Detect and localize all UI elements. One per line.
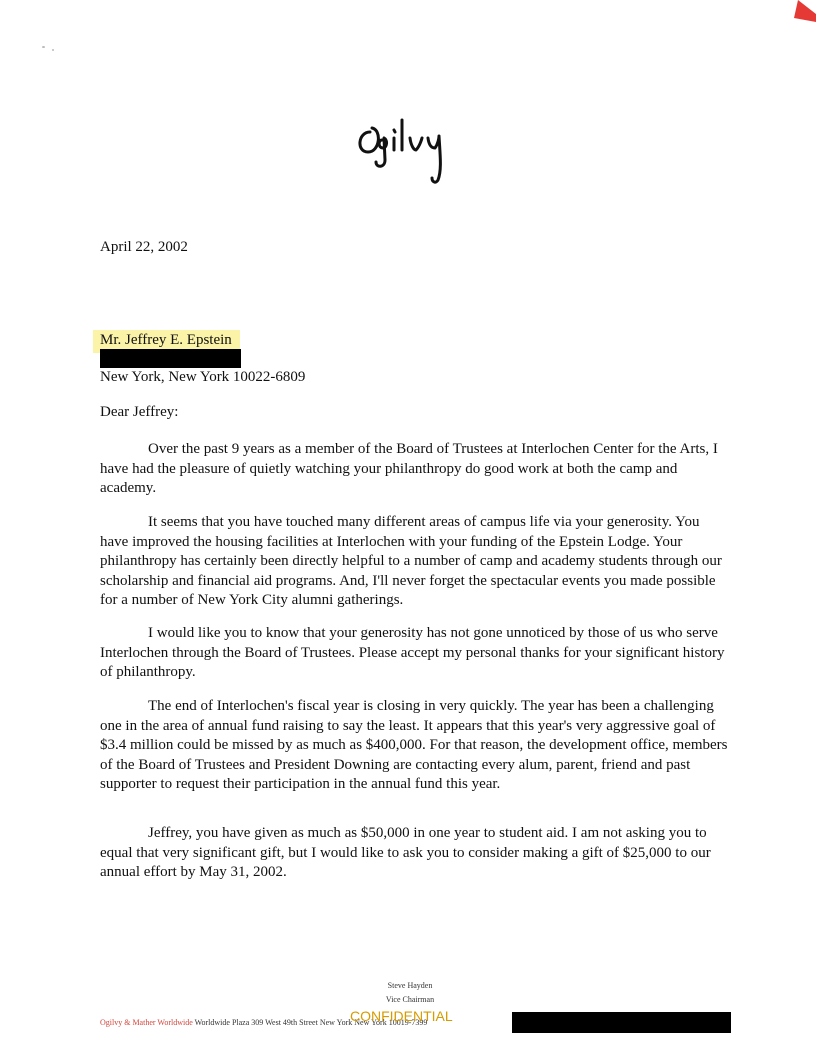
recipient-name: Mr. Jeffrey E. Epstein bbox=[93, 330, 240, 353]
body-paragraph: Over the past 9 years as a member of the Board of Trustees at Interlochen Center for the Arts, I have had the pleasure of quietly watching your philanthropy do good work at both the camp and academy. bbox=[100, 441, 718, 496]
redaction-bar bbox=[100, 349, 241, 368]
signer-title: Vice Chairman bbox=[385, 995, 435, 1004]
body-paragraph: The end of Interlochen's fiscal year is closing in very quickly. The year has been a challenging one in the area of annual fund raising to say the least. It appears that this year's very aggressive goal of $3.4 million could be missed by as much as $400,000. For that reason, the development office, members of the Board of Trustees and President Downing are contacting every alum, parent, friend and past supporter to request their participation in the annual fund this year. bbox=[100, 698, 728, 792]
letter-date: April 22, 2002 bbox=[100, 239, 188, 255]
ogilvy-logo bbox=[352, 108, 472, 192]
scan-speck bbox=[42, 46, 45, 48]
confidential-stamp: CONFIDENTIAL bbox=[350, 1008, 453, 1024]
footer-address: Worldwide Plaza 309 West 49th Street New York New York 10019-7399 bbox=[194, 1018, 428, 1027]
corner-flag-mark bbox=[790, 0, 816, 22]
body-paragraph: Jeffrey, you have given as much as $50,000 in one year to student aid. I am not asking you to equal that very significant gift, but I would like to ask you to consider making a gift of $25,000 to our annual effort by May 31, 2002. bbox=[100, 825, 711, 880]
scan-speck bbox=[52, 49, 54, 51]
salutation: Dear Jeffrey: bbox=[100, 404, 179, 420]
redaction-bar bbox=[512, 1012, 731, 1033]
signer-name: Steve Hayden bbox=[387, 981, 433, 990]
recipient-city-line: New York, New York 10022-6809 bbox=[100, 369, 306, 385]
body-paragraph: I would like you to know that your generosity has not gone unnoticed by those of us who serve Interlochen through the Board of Trustees. Please accept my personal thanks for your significant history of philanthropy. bbox=[100, 625, 725, 680]
footer-brand: Ogilvy & Mather Worldwide bbox=[100, 1018, 193, 1027]
body-paragraph: It seems that you have touched many different areas of campus life via your generosity. You have improved the housing facilities at Interlochen with your funding of the Epstein Lodge. Your philanthropy has certainly been directly helpful to a number of camp and academy students through our scholarship and financial aid programs. And, I'll never forget the spectacular events you made possible for a number of New York City alumni gatherings. bbox=[100, 514, 722, 608]
